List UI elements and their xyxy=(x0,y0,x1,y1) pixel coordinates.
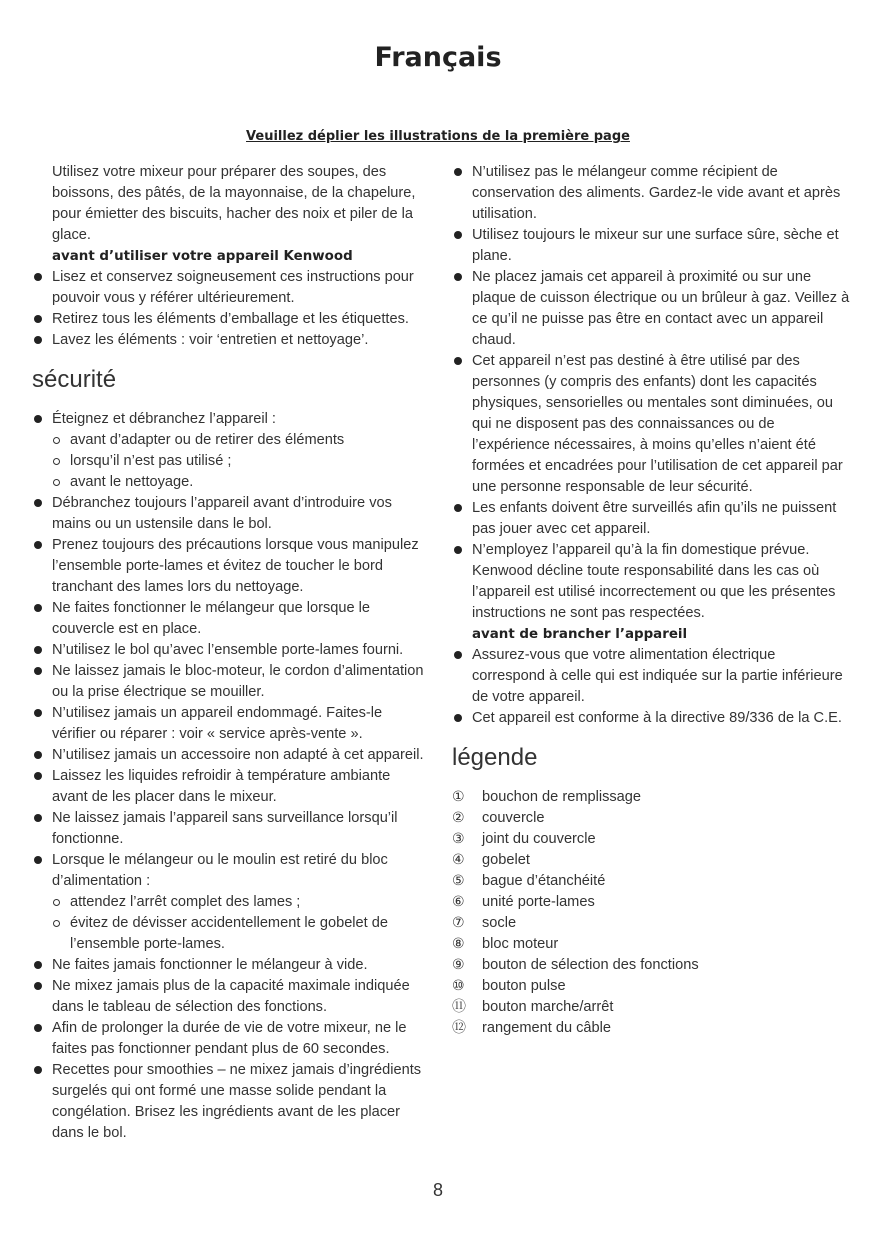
page-number: 8 xyxy=(432,1180,443,1200)
list-item: Lorsque le mélangeur ou le moulin est retiré du bloc d’alimentation : xyxy=(32,850,427,892)
legend-label: bouchon de remplissage xyxy=(482,789,642,805)
legend-label: rangement du câble xyxy=(482,1020,611,1036)
list-item: Ne faites jamais fonctionner le mélangeur à vide. xyxy=(32,955,427,976)
legend-label: couvercle xyxy=(482,810,545,826)
legend-item xyxy=(452,892,852,913)
list-item: Cet appareil n’est pas destiné à être utilisé par des personnes (y compris des enfants) dont les capacités physiques, sensorielles ou mentales sont diminuées, ou qui ne disposent pas des connaissances ou de l’expérience nécessaires, à moins qu’elles n’aient été formées et encadrées pour l’utilisation de cet appareil par une personne responsable de leur sécurité. xyxy=(452,351,852,498)
list-item: Prenez toujours des précautions lorsque vous manipulez l’ensemble porte-lames et évitez de toucher le bord tranchant des lames lors du nettoyage. xyxy=(32,535,427,598)
list-item: N’utilisez jamais un accessoire non adapté à cet appareil. xyxy=(32,745,427,766)
sub-list-item: attendez l’arrêt complet des lames ; xyxy=(32,892,427,913)
legend-label: bouton pulse xyxy=(482,978,566,994)
legend-number: ① xyxy=(452,789,465,805)
legend-item xyxy=(452,829,852,850)
legend-item xyxy=(452,871,852,892)
list-item: Recettes pour smoothies – ne mixez jamais d’ingrédients surgelés qui ont formé une masse solide pendant la congélation. Brisez les ingrédients avant de les placer dans le bol. xyxy=(32,1060,427,1144)
legend-label: gobelet xyxy=(482,852,530,868)
legend-list xyxy=(452,787,852,1039)
list-item: Laissez les liquides refroidir à température ambiante avant de les placer dans le mixeur. xyxy=(32,766,427,808)
legend-number: ⑨ xyxy=(452,957,465,973)
safety-heading: sécurité xyxy=(32,366,117,393)
list-item: N’employez l’appareil qu’à la fin domestique prévue. Kenwood décline toute responsabilité dans les cas où l’appareil est utilisé incorrectement ou que les présentes instructions ne sont pas respectées. xyxy=(452,540,852,624)
list-item: Cet appareil est conforme à la directive 89/336 de la C.E. xyxy=(452,708,852,729)
legend-number: ⑫ xyxy=(452,1020,466,1036)
list-item: Ne laissez jamais le bloc-moteur, le cordon d’alimentation ou la prise électrique se mouiller. xyxy=(32,661,427,703)
list-item: Les enfants doivent être surveillés afin qu’ils ne puissent pas jouer avec cet appareil. xyxy=(452,498,852,540)
right-column xyxy=(452,162,852,1039)
sub-list-item: avant le nettoyage. xyxy=(32,472,427,493)
list-item: Ne mixez jamais plus de la capacité maximale indiquée dans le tableau de sélection des fonctions. xyxy=(32,976,427,1018)
legend-number: ② xyxy=(452,810,465,826)
legend-item xyxy=(452,934,852,955)
legend-item xyxy=(452,787,852,808)
sub-list-item: lorsqu’il n’est pas utilisé ; xyxy=(32,451,427,472)
list-item: Lavez les éléments : voir ‘entretien et nettoyage’. xyxy=(32,330,427,351)
list-item: Lisez et conservez soigneusement ces instructions pour pouvoir vous y référer ultérieurement. xyxy=(32,267,427,309)
legend-item xyxy=(452,850,852,871)
sub-list-item: évitez de dévisser accidentellement le gobelet de l’ensemble porte-lames. xyxy=(32,913,427,955)
legend-item xyxy=(452,976,852,997)
legend-label: joint du couvercle xyxy=(482,831,596,847)
list-item: N’utilisez jamais un appareil endommagé. Faites-le vérifier ou réparer : voir « service après-vente ». xyxy=(32,703,427,745)
legend-number: ⑪ xyxy=(452,999,466,1015)
legend-number: ④ xyxy=(452,852,465,868)
list-item: N’utilisez pas le mélangeur comme récipient de conservation des aliments. Gardez-le vide avant et après utilisation. xyxy=(452,162,852,225)
list-item: Assurez-vous que votre alimentation électrique correspond à celle qui est indiquée sur la partie inférieure de votre appareil. xyxy=(452,645,852,708)
legend-number: ⑤ xyxy=(452,873,465,889)
safety-list xyxy=(32,409,427,1144)
before-plug-heading: avant de brancher l’appareil xyxy=(472,627,688,642)
legend-item xyxy=(452,1018,852,1039)
legend-item xyxy=(452,808,852,829)
list-item: N’utilisez le bol qu’avec l’ensemble porte-lames fourni. xyxy=(32,640,427,661)
list-item: Débranchez toujours l’appareil avant d’introduire vos mains ou un ustensile dans le bol. xyxy=(32,493,427,535)
legend-number: ⑩ xyxy=(452,978,465,994)
legend-number: ⑥ xyxy=(452,894,465,910)
legend-label: bouton de sélection des fonctions xyxy=(482,957,699,973)
list-item: Ne faites fonctionner le mélangeur que lorsque le couvercle est en place. xyxy=(32,598,427,640)
before-plug-list xyxy=(452,645,852,729)
page-title: Français xyxy=(374,42,502,73)
before-use-list xyxy=(32,267,427,351)
legend-number: ⑧ xyxy=(452,936,465,952)
before-use-heading: avant d’utiliser votre appareil Kenwood xyxy=(52,249,353,264)
list-item: Afin de prolonger la durée de vie de votre mixeur, ne le faites pas fonctionner pendant plus de 60 secondes. xyxy=(32,1018,427,1060)
legend-label: socle xyxy=(482,915,517,931)
left-column xyxy=(32,162,427,1144)
legend-label: bouton marche/arrêt xyxy=(482,999,614,1015)
subtitle: Veuillez déplier les illustrations de la première page xyxy=(246,129,630,144)
sub-list-item: avant d’adapter ou de retirer des éléments xyxy=(32,430,427,451)
legend-heading: légende xyxy=(452,744,538,771)
legend-item xyxy=(452,913,852,934)
intro-paragraph: Utilisez votre mixeur pour préparer des soupes, des boissons, des pâtés, de la mayonnaise, de la chapelure, pour émietter des biscuits, hacher des noix et piler de la glace. xyxy=(52,164,416,243)
legend-label: bloc moteur xyxy=(482,936,559,952)
list-item: Éteignez et débranchez l’appareil : xyxy=(32,409,427,430)
list-item: Utilisez toujours le mixeur sur une surface sûre, sèche et plane. xyxy=(452,225,852,267)
safety-list-continued xyxy=(452,162,852,624)
legend-item xyxy=(452,955,852,976)
legend-item xyxy=(452,997,852,1018)
list-item: Retirez tous les éléments d’emballage et les étiquettes. xyxy=(32,309,427,330)
legend-label: bague d’étanchéité xyxy=(482,873,606,889)
list-item: Ne laissez jamais l’appareil sans surveillance lorsqu’il fonctionne. xyxy=(32,808,427,850)
list-item: Ne placez jamais cet appareil à proximité ou sur une plaque de cuisson électrique ou un brûleur à gaz. Veillez à ce qu’il ne puisse pas être en contact avec un appareil chaud. xyxy=(452,267,852,351)
legend-number: ③ xyxy=(452,831,465,847)
legend-number: ⑦ xyxy=(452,915,465,931)
legend-label: unité porte-lames xyxy=(482,894,595,910)
